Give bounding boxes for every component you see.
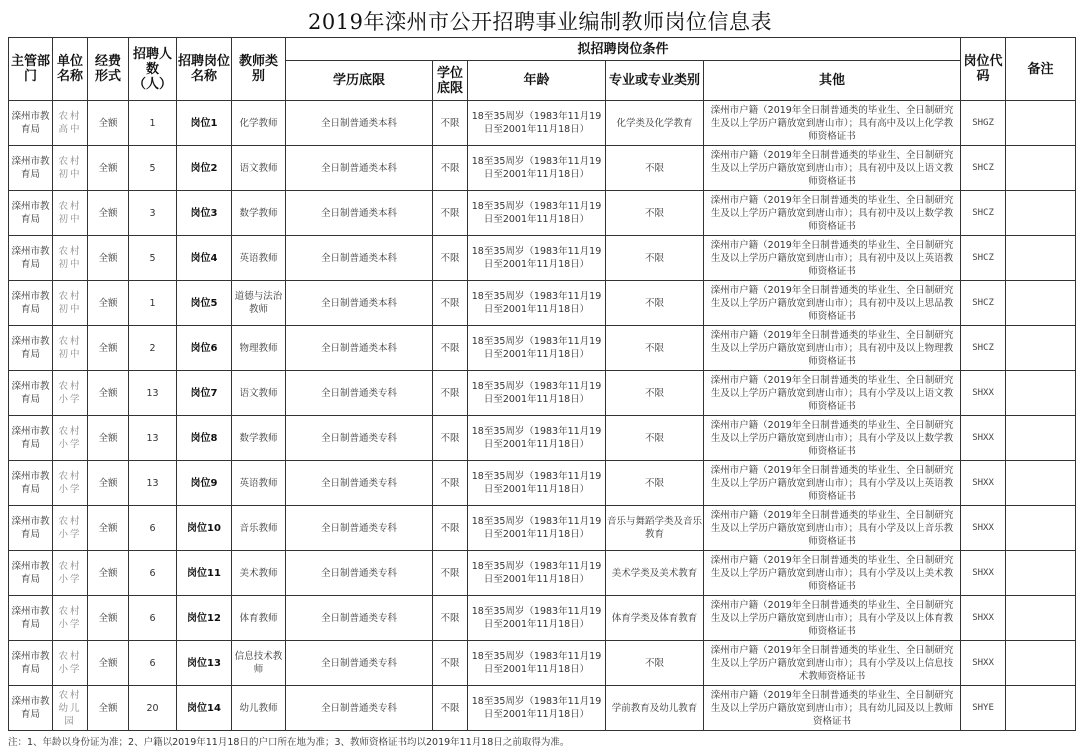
cell-major: 不限 bbox=[606, 236, 704, 281]
cell-remark bbox=[1006, 506, 1076, 551]
cell-post: 岗位6 bbox=[177, 326, 232, 371]
cell-funding: 全额 bbox=[88, 506, 129, 551]
header-conditions: 拟招聘岗位条件 bbox=[286, 38, 961, 61]
cell-age: 18至35周岁（1983年11月19日至2001年11月18日） bbox=[468, 596, 606, 641]
cell-teacher-type: 化学教师 bbox=[232, 101, 286, 146]
cell-post: 岗位8 bbox=[177, 416, 232, 461]
cell-count: 1 bbox=[129, 101, 177, 146]
cell-funding: 全额 bbox=[88, 416, 129, 461]
cell-major: 不限 bbox=[606, 371, 704, 416]
cell-count: 5 bbox=[129, 236, 177, 281]
cell-education: 全日制普通类本科 bbox=[286, 326, 433, 371]
positions-table bbox=[8, 37, 1076, 731]
cell-teacher-type: 美术教师 bbox=[232, 551, 286, 596]
cell-unit: 农村小学 bbox=[53, 461, 88, 506]
cell-count: 1 bbox=[129, 281, 177, 326]
cell-dept: 滦州市教育局 bbox=[9, 146, 53, 191]
cell-education: 全日制普通类专科 bbox=[286, 506, 433, 551]
cell-dept: 滦州市教育局 bbox=[9, 281, 53, 326]
cell-remark bbox=[1006, 641, 1076, 686]
cell-other: 滦州市户籍（2019年全日制普通类的毕业生、全日制研究生及以上学历户籍放宽到唐山市）；具有小学及以上数学教师资格证书 bbox=[704, 416, 961, 461]
header-teacher-type: 教师类别 bbox=[232, 38, 286, 101]
table-body bbox=[9, 101, 1076, 731]
cell-teacher-type: 数学教师 bbox=[232, 191, 286, 236]
cell-remark bbox=[1006, 416, 1076, 461]
cell-post: 岗位7 bbox=[177, 371, 232, 416]
table-row bbox=[9, 326, 1076, 371]
cell-remark bbox=[1006, 551, 1076, 596]
cell-dept: 滦州市教育局 bbox=[9, 371, 53, 416]
cell-education: 全日制普通类专科 bbox=[286, 371, 433, 416]
table-row bbox=[9, 101, 1076, 146]
cell-unit: 农村初中 bbox=[53, 236, 88, 281]
cell-count: 2 bbox=[129, 326, 177, 371]
cell-code: SHXX bbox=[961, 506, 1006, 551]
cell-major: 不限 bbox=[606, 641, 704, 686]
cell-unit: 农村幼儿园 bbox=[53, 686, 88, 731]
cell-funding: 全额 bbox=[88, 461, 129, 506]
cell-teacher-type: 道德与法治教师 bbox=[232, 281, 286, 326]
header-count: 招聘人数（人） bbox=[129, 38, 177, 101]
cell-other: 滦州市户籍（2019年全日制普通类的毕业生、全日制研究生及以上学历户籍放宽到唐山市）；具有小学及以上语文教师资格证书 bbox=[704, 371, 961, 416]
cell-post: 岗位14 bbox=[177, 686, 232, 731]
cell-post: 岗位1 bbox=[177, 101, 232, 146]
cell-unit: 农村小学 bbox=[53, 371, 88, 416]
table-row bbox=[9, 191, 1076, 236]
cell-funding: 全额 bbox=[88, 686, 129, 731]
cell-teacher-type: 音乐教师 bbox=[232, 506, 286, 551]
cell-dept: 滦州市教育局 bbox=[9, 236, 53, 281]
cell-other: 滦州市户籍（2019年全日制普通类的毕业生、全日制研究生及以上学历户籍放宽到唐山市）；具有小学及以上体育教师资格证书 bbox=[704, 596, 961, 641]
header-remark: 备注 bbox=[1006, 38, 1076, 101]
cell-funding: 全额 bbox=[88, 101, 129, 146]
cell-code: SHXX bbox=[961, 596, 1006, 641]
cell-degree: 不限 bbox=[433, 281, 468, 326]
cell-age: 18至35周岁（1983年11月19日至2001年11月18日） bbox=[468, 101, 606, 146]
table-row bbox=[9, 281, 1076, 326]
cell-degree: 不限 bbox=[433, 506, 468, 551]
cell-post: 岗位9 bbox=[177, 461, 232, 506]
cell-dept: 滦州市教育局 bbox=[9, 191, 53, 236]
header-post: 招聘岗位名称 bbox=[177, 38, 232, 101]
cell-major: 不限 bbox=[606, 191, 704, 236]
cell-major: 不限 bbox=[606, 326, 704, 371]
cell-major: 不限 bbox=[606, 461, 704, 506]
cell-funding: 全额 bbox=[88, 596, 129, 641]
cell-remark bbox=[1006, 686, 1076, 731]
table-row bbox=[9, 371, 1076, 416]
cell-remark bbox=[1006, 191, 1076, 236]
cell-education: 全日制普通类本科 bbox=[286, 191, 433, 236]
cell-post: 岗位3 bbox=[177, 191, 232, 236]
cell-other: 滦州市户籍（2019年全日制普通类的毕业生、全日制研究生及以上学历户籍放宽到唐山市）；具有高中及以上化学教师资格证书 bbox=[704, 101, 961, 146]
cell-dept: 滦州市教育局 bbox=[9, 326, 53, 371]
cell-teacher-type: 英语教师 bbox=[232, 236, 286, 281]
cell-remark bbox=[1006, 146, 1076, 191]
header-education: 学历底限 bbox=[286, 61, 433, 101]
cell-funding: 全额 bbox=[88, 281, 129, 326]
cell-age: 18至35周岁（1983年11月19日至2001年11月18日） bbox=[468, 461, 606, 506]
header-age: 年龄 bbox=[468, 61, 606, 101]
cell-remark bbox=[1006, 236, 1076, 281]
cell-degree: 不限 bbox=[433, 191, 468, 236]
cell-other: 滦州市户籍（2019年全日制普通类的毕业生、全日制研究生及以上学历户籍放宽到唐山市）；具有初中及以上语文教师资格证书 bbox=[704, 146, 961, 191]
table-row bbox=[9, 461, 1076, 506]
cell-post: 岗位5 bbox=[177, 281, 232, 326]
cell-unit: 农村高中 bbox=[53, 101, 88, 146]
cell-major: 音乐与舞蹈学类及音乐教育 bbox=[606, 506, 704, 551]
cell-remark bbox=[1006, 281, 1076, 326]
cell-remark bbox=[1006, 371, 1076, 416]
table-row bbox=[9, 641, 1076, 686]
cell-code: SHCZ bbox=[961, 326, 1006, 371]
cell-teacher-type: 信息技术教师 bbox=[232, 641, 286, 686]
cell-degree: 不限 bbox=[433, 416, 468, 461]
cell-other: 滦州市户籍（2019年全日制普通类的毕业生、全日制研究生及以上学历户籍放宽到唐山市）；具有初中及以上数学教师资格证书 bbox=[704, 191, 961, 236]
cell-funding: 全额 bbox=[88, 236, 129, 281]
cell-major: 美术学类及美术教育 bbox=[606, 551, 704, 596]
cell-code: SHXX bbox=[961, 371, 1006, 416]
cell-other: 滦州市户籍（2019年全日制普通类的毕业生、全日制研究生及以上学历户籍放宽到唐山市）；具有小学及以上音乐教师资格证书 bbox=[704, 506, 961, 551]
cell-major: 化学类及化学教育 bbox=[606, 101, 704, 146]
cell-unit: 农村初中 bbox=[53, 281, 88, 326]
cell-code: SHCZ bbox=[961, 281, 1006, 326]
cell-teacher-type: 英语教师 bbox=[232, 461, 286, 506]
table-row bbox=[9, 236, 1076, 281]
cell-dept: 滦州市教育局 bbox=[9, 551, 53, 596]
cell-age: 18至35周岁（1983年11月19日至2001年11月18日） bbox=[468, 326, 606, 371]
cell-age: 18至35周岁（1983年11月19日至2001年11月18日） bbox=[468, 416, 606, 461]
cell-dept: 滦州市教育局 bbox=[9, 686, 53, 731]
cell-code: SHXX bbox=[961, 416, 1006, 461]
page-title: 2019年滦州市公开招聘事业编制教师岗位信息表 bbox=[308, 10, 772, 34]
cell-dept: 滦州市教育局 bbox=[9, 596, 53, 641]
header-code: 岗位代码 bbox=[961, 38, 1006, 101]
cell-teacher-type: 语文教师 bbox=[232, 371, 286, 416]
header-dept: 主管部门 bbox=[9, 38, 53, 101]
cell-teacher-type: 物理教师 bbox=[232, 326, 286, 371]
cell-age: 18至35周岁（1983年11月19日至2001年11月18日） bbox=[468, 191, 606, 236]
cell-code: SHGZ bbox=[961, 101, 1006, 146]
cell-code: SHCZ bbox=[961, 236, 1006, 281]
cell-other: 滦州市户籍（2019年全日制普通类的毕业生、全日制研究生及以上学历户籍放宽到唐山市）；具有初中及以上英语教师资格证书 bbox=[704, 236, 961, 281]
cell-remark bbox=[1006, 596, 1076, 641]
cell-degree: 不限 bbox=[433, 461, 468, 506]
cell-post: 岗位13 bbox=[177, 641, 232, 686]
cell-dept: 滦州市教育局 bbox=[9, 641, 53, 686]
cell-unit: 农村小学 bbox=[53, 416, 88, 461]
cell-remark bbox=[1006, 101, 1076, 146]
cell-degree: 不限 bbox=[433, 371, 468, 416]
cell-teacher-type: 语文教师 bbox=[232, 146, 286, 191]
cell-degree: 不限 bbox=[433, 641, 468, 686]
table-row bbox=[9, 506, 1076, 551]
cell-teacher-type: 体育教师 bbox=[232, 596, 286, 641]
cell-funding: 全额 bbox=[88, 551, 129, 596]
cell-unit: 农村小学 bbox=[53, 551, 88, 596]
cell-age: 18至35周岁（1983年11月19日至2001年11月18日） bbox=[468, 641, 606, 686]
header-degree: 学位底限 bbox=[433, 61, 468, 101]
cell-dept: 滦州市教育局 bbox=[9, 416, 53, 461]
cell-other: 滦州市户籍（2019年全日制普通类的毕业生、全日制研究生及以上学历户籍放宽到唐山市）；具有初中及以上思品教师资格证书 bbox=[704, 281, 961, 326]
cell-major: 不限 bbox=[606, 416, 704, 461]
cell-count: 13 bbox=[129, 371, 177, 416]
cell-degree: 不限 bbox=[433, 686, 468, 731]
cell-age: 18至35周岁（1983年11月19日至2001年11月18日） bbox=[468, 146, 606, 191]
header-funding: 经费形式 bbox=[88, 38, 129, 101]
cell-degree: 不限 bbox=[433, 146, 468, 191]
cell-other: 滦州市户籍（2019年全日制普通类的毕业生、全日制研究生及以上学历户籍放宽到唐山市）；具有小学及以上英语教师资格证书 bbox=[704, 461, 961, 506]
cell-unit: 农村初中 bbox=[53, 146, 88, 191]
cell-major: 学前教育及幼儿教育 bbox=[606, 686, 704, 731]
cell-funding: 全额 bbox=[88, 371, 129, 416]
cell-education: 全日制普通类本科 bbox=[286, 236, 433, 281]
cell-count: 6 bbox=[129, 596, 177, 641]
cell-unit: 农村初中 bbox=[53, 191, 88, 236]
cell-code: SHXX bbox=[961, 461, 1006, 506]
cell-code: SHXX bbox=[961, 641, 1006, 686]
cell-education: 全日制普通类专科 bbox=[286, 596, 433, 641]
cell-count: 20 bbox=[129, 686, 177, 731]
table-row bbox=[9, 596, 1076, 641]
cell-education: 全日制普通类本科 bbox=[286, 281, 433, 326]
cell-age: 18至35周岁（1983年11月19日至2001年11月18日） bbox=[468, 506, 606, 551]
table-row bbox=[9, 416, 1076, 461]
cell-count: 5 bbox=[129, 146, 177, 191]
header-unit: 单位名称 bbox=[53, 38, 88, 101]
cell-degree: 不限 bbox=[433, 236, 468, 281]
cell-other: 滦州市户籍（2019年全日制普通类的毕业生、全日制研究生及以上学历户籍放宽到唐山市）；具有小学及以上美术教师资格证书 bbox=[704, 551, 961, 596]
cell-education: 全日制普通类专科 bbox=[286, 461, 433, 506]
cell-degree: 不限 bbox=[433, 101, 468, 146]
cell-count: 13 bbox=[129, 416, 177, 461]
cell-unit: 农村小学 bbox=[53, 641, 88, 686]
cell-funding: 全额 bbox=[88, 191, 129, 236]
header-other: 其他 bbox=[704, 61, 961, 101]
cell-other: 滦州市户籍（2019年全日制普通类的毕业生、全日制研究生及以上学历户籍放宽到唐山市）；具有初中及以上物理教师资格证书 bbox=[704, 326, 961, 371]
cell-funding: 全额 bbox=[88, 146, 129, 191]
cell-other: 滦州市户籍（2019年全日制普通类的毕业生、全日制研究生及以上学历户籍放宽到唐山市）；具有小学及以上信息技术教师资格证书 bbox=[704, 641, 961, 686]
cell-remark bbox=[1006, 461, 1076, 506]
cell-education: 全日制普通类专科 bbox=[286, 641, 433, 686]
table-row bbox=[9, 551, 1076, 596]
cell-degree: 不限 bbox=[433, 326, 468, 371]
cell-post: 岗位11 bbox=[177, 551, 232, 596]
cell-count: 6 bbox=[129, 641, 177, 686]
cell-post: 岗位2 bbox=[177, 146, 232, 191]
cell-age: 18至35周岁（1983年11月19日至2001年11月18日） bbox=[468, 551, 606, 596]
cell-education: 全日制普通类专科 bbox=[286, 416, 433, 461]
cell-code: SHCZ bbox=[961, 191, 1006, 236]
cell-teacher-type: 数学教师 bbox=[232, 416, 286, 461]
cell-count: 13 bbox=[129, 461, 177, 506]
cell-remark bbox=[1006, 326, 1076, 371]
header-major: 专业或专业类别 bbox=[606, 61, 704, 101]
cell-major: 不限 bbox=[606, 146, 704, 191]
table-row bbox=[9, 686, 1076, 731]
cell-age: 18至35周岁（1983年11月19日至2001年11月18日） bbox=[468, 686, 606, 731]
cell-dept: 滦州市教育局 bbox=[9, 101, 53, 146]
cell-funding: 全额 bbox=[88, 641, 129, 686]
cell-education: 全日制普通类专科 bbox=[286, 686, 433, 731]
cell-major: 不限 bbox=[606, 281, 704, 326]
cell-post: 岗位10 bbox=[177, 506, 232, 551]
cell-unit: 农村小学 bbox=[53, 596, 88, 641]
cell-education: 全日制普通类本科 bbox=[286, 146, 433, 191]
cell-age: 18至35周岁（1983年11月19日至2001年11月18日） bbox=[468, 281, 606, 326]
cell-degree: 不限 bbox=[433, 596, 468, 641]
cell-age: 18至35周岁（1983年11月19日至2001年11月18日） bbox=[468, 371, 606, 416]
cell-major: 体育学类及体育教育 bbox=[606, 596, 704, 641]
cell-count: 6 bbox=[129, 551, 177, 596]
cell-code: SHYE bbox=[961, 686, 1006, 731]
cell-unit: 农村初中 bbox=[53, 326, 88, 371]
cell-age: 18至35周岁（1983年11月19日至2001年11月18日） bbox=[468, 236, 606, 281]
cell-count: 3 bbox=[129, 191, 177, 236]
cell-post: 岗位12 bbox=[177, 596, 232, 641]
cell-code: SHCZ bbox=[961, 146, 1006, 191]
cell-code: SHXX bbox=[961, 551, 1006, 596]
cell-unit: 农村小学 bbox=[53, 506, 88, 551]
cell-other: 滦州市户籍（2019年全日制普通类的毕业生、全日制研究生及以上学历户籍放宽到唐山市）；具有幼儿园及以上教师资格证书 bbox=[704, 686, 961, 731]
cell-education: 全日制普通类本科 bbox=[286, 101, 433, 146]
cell-funding: 全额 bbox=[88, 326, 129, 371]
cell-post: 岗位4 bbox=[177, 236, 232, 281]
footnote: 注：1、年龄以身份证为准；2、户籍以2019年11月18日的户口所在地为准；3、教师资格证书均以2019年11月18日之前取得为准。 bbox=[8, 737, 570, 748]
cell-dept: 滦州市教育局 bbox=[9, 506, 53, 551]
cell-degree: 不限 bbox=[433, 551, 468, 596]
cell-count: 6 bbox=[129, 506, 177, 551]
table-row bbox=[9, 146, 1076, 191]
cell-dept: 滦州市教育局 bbox=[9, 461, 53, 506]
cell-education: 全日制普通类专科 bbox=[286, 551, 433, 596]
cell-teacher-type: 幼儿教师 bbox=[232, 686, 286, 731]
